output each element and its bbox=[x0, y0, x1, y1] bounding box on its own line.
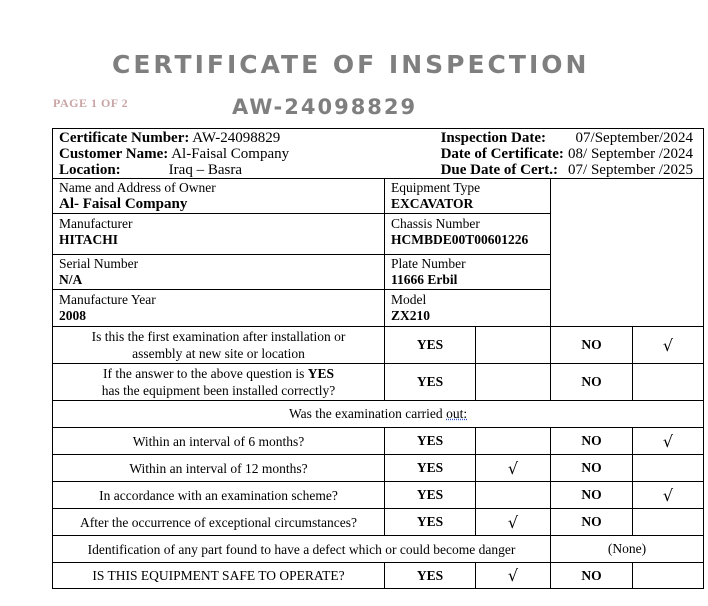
safe-yes-check: √ bbox=[476, 563, 551, 589]
q5-text: In accordance with an examination scheme? bbox=[53, 482, 385, 509]
q5-yes-check bbox=[476, 482, 551, 509]
exam-heading-out: out: bbox=[446, 406, 468, 421]
q6-no-label: NO bbox=[551, 509, 633, 536]
location-value: Iraq – Basra bbox=[168, 161, 242, 178]
inspection-date-value: 07/September/2024 bbox=[575, 129, 694, 146]
safe-row bbox=[53, 563, 704, 589]
model-value: ZX210 bbox=[391, 308, 431, 323]
year-value: 2008 bbox=[59, 308, 86, 323]
page-indicator: PAGE 1 OF 2 bbox=[53, 96, 129, 110]
question-row-scheme bbox=[53, 482, 704, 509]
header-row bbox=[53, 129, 704, 179]
q4-yes-check: √ bbox=[476, 455, 551, 482]
safe-no-check bbox=[633, 563, 704, 589]
q1-no-check: √ bbox=[633, 327, 704, 364]
customer-label: Customer Name: bbox=[59, 145, 169, 162]
due-date-value: 07/ September /2025 bbox=[568, 161, 694, 178]
defect-text: Identification of any part found to have a defect which or could become danger bbox=[53, 536, 551, 563]
q6-yes-label: YES bbox=[385, 509, 476, 536]
q5-no-check: √ bbox=[633, 482, 704, 509]
customer-value: Al-Faisal Company bbox=[171, 145, 290, 162]
defect-row bbox=[53, 536, 704, 563]
exam-heading-row bbox=[53, 401, 704, 428]
cert-number-label: Certificate Number: bbox=[59, 129, 190, 146]
q3-yes-check bbox=[476, 428, 551, 455]
manufacturer-label: Manufacturer bbox=[59, 216, 133, 231]
year-label: Manufacture Year bbox=[59, 292, 156, 307]
q2-no-check bbox=[633, 364, 704, 401]
q6-no-check bbox=[633, 509, 704, 536]
blank-info-cell bbox=[551, 179, 704, 327]
q4-no-label: NO bbox=[551, 455, 633, 482]
q6-yes-check: √ bbox=[476, 509, 551, 536]
due-date-label: Due Date of Cert.: bbox=[440, 161, 559, 178]
q5-yes-label: YES bbox=[385, 482, 476, 509]
safe-text: IS THIS EQUIPMENT SAFE TO OPERATE? bbox=[53, 563, 385, 589]
header-left bbox=[59, 130, 289, 178]
q2-line1: If the answer to the above question is bbox=[103, 366, 308, 381]
header-right bbox=[441, 130, 697, 178]
question-row-12-months bbox=[53, 455, 704, 482]
safe-no-label: NO bbox=[551, 563, 633, 589]
safe-yes-label: YES bbox=[385, 563, 476, 589]
question-row-installed bbox=[53, 364, 704, 401]
q1-no-label: NO bbox=[551, 327, 633, 364]
question-row-exceptional bbox=[53, 509, 704, 536]
q1-yes-label: YES bbox=[385, 327, 476, 364]
cert-date-label: Date of Certificate: bbox=[440, 145, 564, 162]
certificate-number-heading: AW-24098829 bbox=[232, 95, 418, 119]
chassis-label: Chassis Number bbox=[391, 216, 480, 231]
cert-date-value: 08/ September /2024 bbox=[568, 145, 694, 162]
q3-yes-label: YES bbox=[385, 428, 476, 455]
q2-yes-label: YES bbox=[385, 364, 476, 401]
equipment-type-label: Equipment Type bbox=[391, 180, 481, 195]
location-label: Location: bbox=[59, 161, 121, 178]
chassis-value: HCMBDE00T00601226 bbox=[391, 232, 529, 247]
q2-no-label: NO bbox=[551, 364, 633, 401]
q2-yes-check bbox=[476, 364, 551, 401]
defect-value: (None) bbox=[551, 536, 704, 563]
certificate-title: CERTIFICATE OF INSPECTION bbox=[112, 50, 590, 79]
q3-text: Within an interval of 6 months? bbox=[53, 428, 385, 455]
cert-number-value: AW-24098829 bbox=[192, 129, 281, 146]
q1-line1: Is this the first examination after installation or bbox=[91, 329, 346, 344]
plate-value: 11666 Erbil bbox=[391, 272, 458, 287]
model-label: Model bbox=[391, 292, 427, 307]
q1-yes-check bbox=[476, 327, 551, 364]
q2-line2: has the equipment been installed correctly? bbox=[101, 383, 336, 398]
q3-no-check: √ bbox=[633, 428, 704, 455]
equipment-type-value: EXCAVATOR bbox=[391, 196, 474, 211]
q6-text: After the occurrence of exceptional circumstances? bbox=[53, 509, 385, 536]
question-row-6-months bbox=[53, 428, 704, 455]
q2-line1-yes: YES bbox=[307, 366, 334, 381]
q5-no-label: NO bbox=[551, 482, 633, 509]
q4-text: Within an interval of 12 months? bbox=[53, 455, 385, 482]
exam-heading: Was the examination carried bbox=[288, 406, 447, 421]
q4-yes-label: YES bbox=[385, 455, 476, 482]
info-row-owner bbox=[53, 179, 704, 214]
q1-line2: assembly at new site or location bbox=[132, 346, 305, 361]
q4-no-check bbox=[633, 455, 704, 482]
owner-value: Al- Faisal Company bbox=[59, 196, 188, 212]
plate-label: Plate Number bbox=[391, 256, 466, 271]
owner-label: Name and Address of Owner bbox=[59, 180, 216, 195]
manufacturer-value: HITACHI bbox=[59, 232, 119, 247]
inspection-table bbox=[52, 128, 704, 589]
q3-no-label: NO bbox=[551, 428, 633, 455]
inspection-date-label: Inspection Date: bbox=[440, 129, 547, 146]
serial-label: Serial Number bbox=[59, 256, 139, 271]
serial-value: N/A bbox=[59, 272, 83, 287]
question-row-first-exam bbox=[53, 327, 704, 364]
